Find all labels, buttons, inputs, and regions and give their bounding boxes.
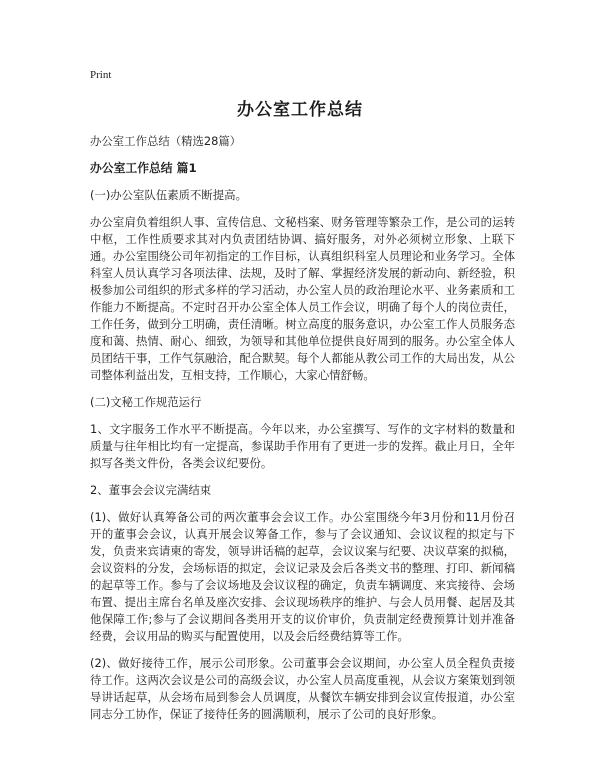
paragraph-office-duties: 办公室肩负着组织人事、宣传信息、文秘档案、财务管理等繁杂工作，是公司的运转中枢，工作性质要求其对内负责团结协调、搞好服务，对外必须树立形象、上联下通。办公室围绕公司年初指定的工作目标，认真组织科室人员理论和业务学习。全体科室人员认真学习各项法律、法规，及时了解、掌握经济发展的新动向、新经验，积极参加公司组织的形式多样的学习活动，办公室人员的政治理论水平、业务素质和工作能力不断提高。不定时召开办公室全体人员工作会议，明确了每个人的岗位责任，工作任务，做到分工明确，责任清晰。树立高度的服务意识，办公室工作人员服务态度和蔼、热情、耐心、细致，为领导和其他单位提供良好周到的服务。办公室全体人员团结干事，工作气氛融洽，配合默契。每个人都能从教公司工作的大局出发，从公司整体利益出发，互相支持，工作顺心，大家心情舒畅。 (90, 215, 515, 382)
document-title: 办公室工作总结 (237, 100, 363, 120)
document-body (90, 133, 515, 733)
section-heading: 办公室工作总结 篇1 (90, 161, 197, 175)
paragraph-meeting-preparation: (1)、做好认真筹备公司的两次董事会会议工作。办公室围绕今年3月份和11月份召开的董事会会议，认真开展会议筹备工作，参与了会议通知、会议议程的拟定与下发，负责来宾请柬的寄发，领导讲话稿的起草，会议议案与纪要、决议草案的拟稿，会议资料的分发，会场标语的拟定，会议记录及会后各类文书的整理、打印、新闻稿的起草等工作。参与了会议场地及会议议程的确定，负责车辆调度、来宾接待、会场布置、提出主席台名单及座次安排、会议现场秩序的维护、与会人员用餐、起居及其他保障工作;参与了会议期间各类用开支的议价审价，负责制定经费预算计划并准备经费，会议用品的购买与配置使用，以及会后经费结算等工作。 (90, 510, 515, 643)
paragraph-writing-service: 1、文字服务工作水平不断提高。今年以来，办公室撰写、写作的文字材料的数量和质量与往年相比均有一定提高，参谋助手作用有了更进一步的发挥。截止月日，全年拟写各类文件份，各类会议纪要份。 (90, 422, 515, 470)
paragraph-secretarial-heading: (二)文秘工作规范运行 (90, 395, 202, 409)
paragraph-reception-work: (2)、做好接待工作，展示公司形象。公司董事会会议期间，办公室人员全程负责接待工作。这两次会议是公司的高级会议，办公室人员高度重视，从会议方案策划到领导讲话起草，从会场布局到参会人员调度，从餐饮车辆安排到会议宣传报道，办公室同志分工协作，保证了接待任务的圆满顺利，展示了公司的良好形象。 (90, 656, 515, 721)
paragraph-team-quality: (一)办公室队伍素质不断提高。 (90, 188, 247, 202)
document-subtitle: 办公室工作总结（精选28篇） (90, 134, 242, 148)
paragraph-board-meeting-heading: 2、董事会会议完满结束 (90, 483, 212, 497)
print-label: Print (90, 69, 112, 81)
